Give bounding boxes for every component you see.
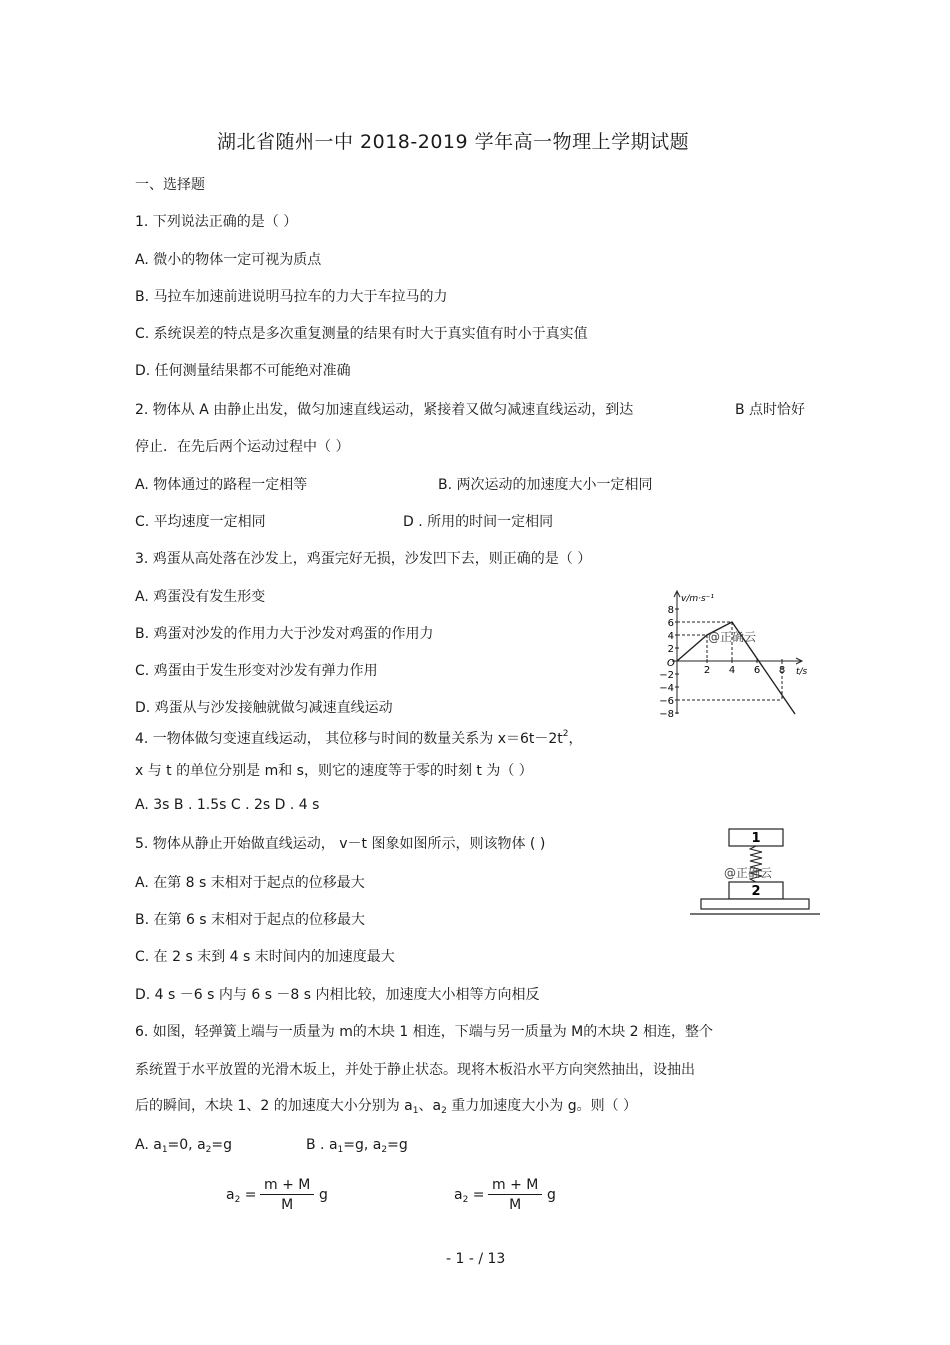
watermark-text: @正确云 — [724, 866, 773, 880]
q2-option-d: D . 所用的时间一定相同 — [403, 514, 554, 530]
q2-stem-line2: 停止．在先后两个运动过程中（ ） — [135, 439, 350, 455]
q4-stem-line2: x 与 t 的单位分别是 m和 s，则它的速度等于零的时刻 t 为（ ） — [135, 763, 533, 779]
q2-option-a: A. 物体通过的路程一定相等 — [135, 477, 308, 493]
q2-option-b: B. 两次运动的加速度大小一定相同 — [438, 477, 653, 493]
page-number: - 1 - / 13 — [446, 1251, 506, 1267]
q6-option-a: A. $a_1=0$, $a_2=g$ — [135, 1137, 233, 1155]
y-tick-label: 2 — [667, 644, 674, 655]
x-tick-label: 6 — [753, 665, 761, 676]
q6-stem-line2: 系统置于水平放置的光滑木坂上，并处于静止状态。现将木板沿水平方向突然抽出，设抽出 — [135, 1062, 695, 1078]
x-axis-label: t/s — [796, 667, 808, 677]
q6-option-c-fraction — [260, 1176, 314, 1215]
q1-option-c: C. 系统误差的特点是多次重复测量的结果有时大于真实值有时小于真实值 — [135, 326, 588, 342]
x-tick-label: 8 — [778, 665, 786, 676]
block-2-label: 2 — [751, 884, 761, 899]
y-tick-label: −2 — [659, 670, 674, 681]
x-tick-label: 4 — [728, 665, 736, 676]
q5-stem: 5. 物体从静止开始做直线运动， v－t 图象如图所示，则该物体 ( ) — [135, 836, 546, 852]
q4-stem-line1: 4. 一物体做匀变速直线运动， 其位移与时间的数量关系为 $x=6t-2t^2$， — [135, 729, 583, 747]
y-tick-label: 8 — [667, 605, 674, 616]
q2-stem-line1: 2. 物体从 A 由静止出发，做匀加速直线运动，紧接着又做匀减速直线运动，到达 — [135, 402, 634, 418]
y-axis-label: v/m·s⁻¹ — [681, 594, 715, 604]
q6-option-c-lhs: $a_2$ = — [226, 1187, 257, 1205]
q2-option-c: C. 平均速度一定相同 — [135, 514, 266, 530]
q3-option-b: B. 鸡蛋对沙发的作用力大于沙发对鸡蛋的作用力 — [135, 626, 434, 642]
q1-option-a: A. 微小的物体一定可视为质点 — [135, 252, 322, 268]
watermark-text: @正确云 — [708, 630, 757, 644]
y-tick-label: −6 — [659, 696, 674, 707]
y-tick-label: 4 — [667, 631, 674, 642]
q6-stem-line3: 后的瞬间，木块 1、2 的加速度大小分别为 $a_1$、$a_2$ 重力加速度大小为 g。则（ ） — [135, 1098, 638, 1116]
q1-stem: 1. 下列说法正确的是（ ） — [135, 214, 298, 230]
q5-option-a: A. 在第 8 s 末相对于起点的位移最大 — [135, 875, 365, 891]
q2-stem-line1-end: B 点时恰好 — [735, 402, 806, 418]
q6-option-d-lhs: $a_2$ = — [454, 1187, 485, 1205]
q6-option-d-fraction — [488, 1176, 542, 1215]
q5-option-c: C. 在 2 s 末到 4 s 末时间内的加速度最大 — [135, 949, 395, 965]
q1-option-b: B. 马拉车加速前进说明马拉车的力大于车拉马的力 — [135, 289, 448, 305]
q3-stem: 3. 鸡蛋从高处落在沙发上，鸡蛋完好无损，沙发凹下去，则正确的是（ ） — [135, 551, 592, 567]
document-title: 湖北省随州一中 2018-2019 学年高一物理上学期试题 — [217, 131, 690, 153]
fraction-denominator: M — [281, 1197, 294, 1213]
fraction-numerator: m + M — [260, 1176, 314, 1195]
q4-options: A. 3s B . 1.5s C . 2s D . 4 s — [135, 797, 320, 813]
section-heading: 一、选择题 — [135, 177, 205, 193]
y-tick-label: 6 — [667, 618, 674, 629]
q3-option-c: C. 鸡蛋由于发生形变对沙发有弹力作用 — [135, 663, 378, 679]
fraction-numerator: m + M — [488, 1176, 542, 1195]
x-tick-label: 2 — [703, 665, 711, 676]
y-tick-label: −8 — [659, 709, 674, 718]
vt-graph-figure — [650, 588, 810, 718]
q1-option-d: D. 任何测量结果都不可能绝对准确 — [135, 363, 351, 379]
q5-option-d: D. 4 s －6 s 内与 6 s －8 s 内相比较，加速度大小相等方向相反 — [135, 987, 540, 1003]
spring-block-figure — [688, 826, 823, 918]
q5-option-b: B. 在第 6 s 末相对于起点的位移最大 — [135, 912, 366, 928]
q3-option-d: D. 鸡蛋从与沙发接触就做匀减速直线运动 — [135, 700, 393, 716]
origin-label: O — [667, 658, 675, 669]
block-1-label: 1 — [751, 831, 761, 846]
q6-stem-line1: 6. 如图，轻弹簧上端与一质量为 m的木块 1 相连，下端与另一质量为 M的木块 2 相连，整个 — [135, 1024, 714, 1040]
q6-option-c-g: g — [319, 1187, 328, 1203]
fraction-denominator: M — [509, 1197, 522, 1213]
q3-option-a: A. 鸡蛋没有发生形变 — [135, 589, 266, 605]
board — [701, 899, 809, 909]
y-tick-label: −4 — [659, 683, 674, 694]
q6-option-b: B . $a_1=g$, $a_2=g$ — [306, 1137, 408, 1155]
q6-option-d-g: g — [547, 1187, 556, 1203]
